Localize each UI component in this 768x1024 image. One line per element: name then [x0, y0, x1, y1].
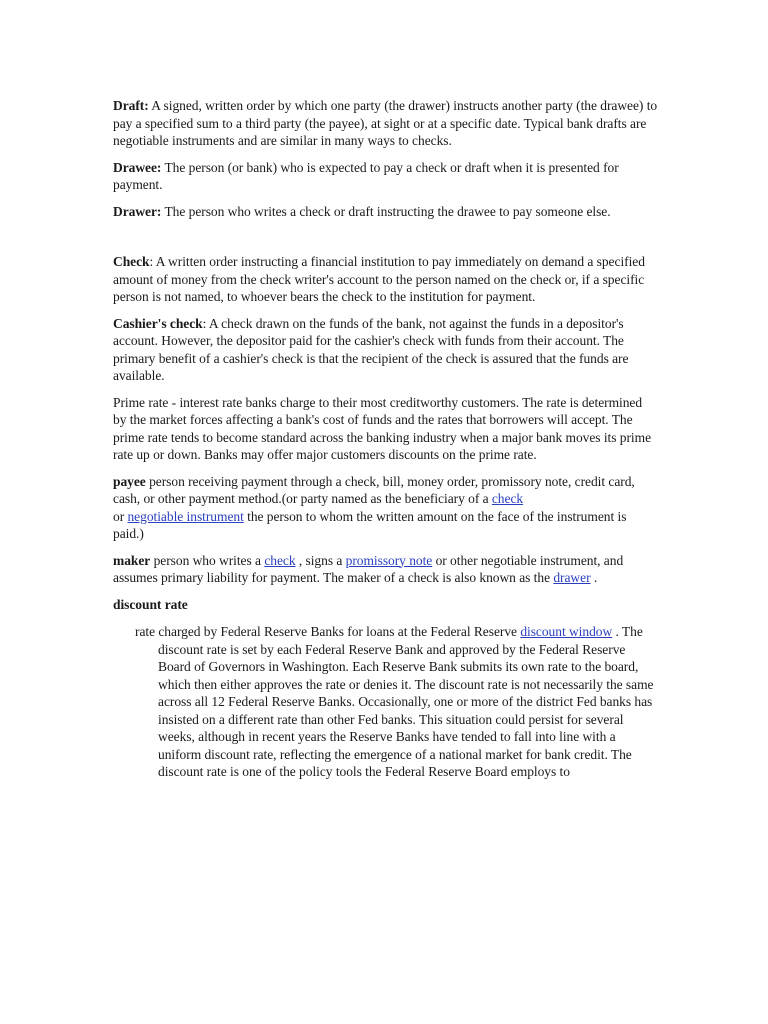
- definition-payee-text-3: the person to whom the written amount on the face of the instrument is paid.): [113, 508, 627, 541]
- link-drawer[interactable]: drawer: [553, 570, 591, 585]
- definition-payee-text-1: person receiving payment through a check, bill, money order, promissory note, credit card, cash, or other payment method.(or party named as the beneficiary of a: [113, 473, 635, 506]
- term-check: Check: [113, 254, 150, 269]
- definition-maker-text-3: or other negotiable instrument, and assumes primary liability for payment. The maker of a check is also known as the: [113, 552, 624, 585]
- definition-cashiers-check-text: : A check drawn on the funds of the bank, not against the funds in a depositor's account. However, the depositor paid for the cashier's check with funds from their account. The primary benefit of a cashier's check is that the recipient of the check is assured that the funds are available.: [113, 315, 629, 383]
- definition-drawer-text: The person who writes a check or draft instructing the drawee to pay someone else.: [161, 203, 611, 219]
- discount-rate-heading: discount rate: [113, 596, 188, 612]
- term-maker: maker: [113, 552, 151, 568]
- term-cashiers-check: Cashier's check: [113, 315, 203, 331]
- definition-cashiers-check: [113, 315, 658, 385]
- spacer: [113, 229, 658, 253]
- definition-check: [113, 253, 658, 306]
- link-check[interactable]: check: [491, 491, 524, 506]
- definition-maker-text-4: .: [590, 570, 598, 585]
- link-negotiable-instrument[interactable]: negotiable instrument: [127, 508, 244, 524]
- term-drawee: Drawee:: [113, 159, 162, 175]
- definition-maker-text-1: person who writes a: [150, 552, 265, 568]
- definition-discount-rate-text-1: rate charged by Federal Reserve Banks for loans at the Federal Reserve: [135, 624, 521, 639]
- definition-drawee-text: The person (or bank) who is expected to pay a check or draft when it is presented for payment.: [113, 159, 619, 192]
- definition-drawer: [113, 203, 658, 221]
- term-drawer: Drawer:: [113, 203, 162, 219]
- link-check[interactable]: check: [264, 552, 296, 568]
- link-promissory-note[interactable]: promissory note: [345, 552, 433, 568]
- link-discount-window[interactable]: discount window: [520, 624, 613, 639]
- definition-payee: [113, 473, 658, 543]
- definition-payee-text-2: or: [113, 508, 128, 524]
- term-draft: Draft:: [113, 98, 149, 113]
- definition-discount-rate-text-2: . The discount rate is set by each Federal Reserve Bank and approved by the Federal Reserve Board of Governors in Washington. Each Reserve Bank submits its own rate to the board, which then either approves the rate or denies it. The discount rate is not necessarily the same across all 12 Federal Reserve Banks. Occasionally, one or more of the district Fed banks has insisted on a different rate than other Fed banks. This situation could persist for several weeks, although in recent years the Reserve Banks have tended to fall into line with a uniform discount rate, reflecting the emergence of a national market for bank credit. The discount rate is one of the policy tools the Federal Reserve Board employs to: [158, 624, 654, 779]
- definition-prime-rate: Prime rate - interest rate banks charge to their most creditworthy customers. The rate is determined by the market forces affecting a bank's cost of funds and the rates that borrowers will accept. The prime rate tends to become standard across the banking industry when a major bank moves its prime rate up or down. Banks may offer major customers discounts on the prime rate.: [113, 394, 652, 462]
- term-payee: payee: [113, 473, 146, 489]
- definition-draft-text: A signed, written order by which one party (the drawer) instructs another party (the drawee) to pay a specified sum to a third party (the payee), at sight or at a specific date. Typical bank drafts are negotiable instruments and are similar in many ways to checks.: [113, 98, 658, 148]
- definition-drawee: [113, 159, 658, 194]
- definition-discount-rate: [135, 623, 658, 781]
- document-page: [113, 97, 658, 781]
- definition-draft: [113, 97, 658, 150]
- definition-check-text: : A written order instructing a financial institution to pay immediately on demand a specified amount of money from the check writer's account to the person named on the check or, if a specific person is not named, to whoever bears the check to the institution for payment.: [113, 254, 645, 304]
- definition-maker-text-2: , signs a: [295, 552, 346, 568]
- definition-maker: [113, 552, 658, 587]
